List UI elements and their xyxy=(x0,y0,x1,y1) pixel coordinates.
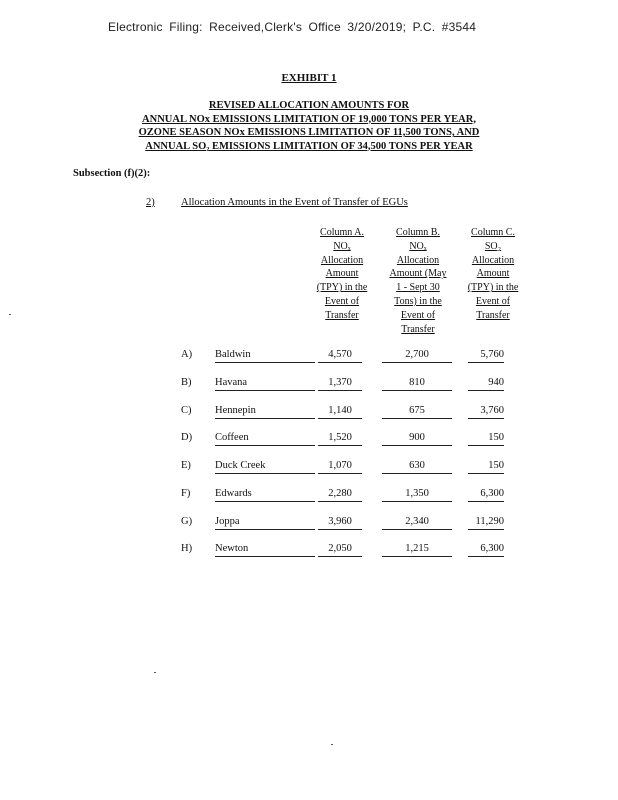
row-letter: G) xyxy=(181,516,193,527)
filing-stamp: Electronic Filing: Received,Clerk's Office 3/20/2019; P.C. #3544 xyxy=(108,20,477,34)
heading-line: ANNUAL NOx EMISSIONS LIMITATION OF 19,000 TONS PER YEAR, xyxy=(142,113,476,125)
column-b-line: Event of xyxy=(400,309,436,321)
column-b-value: 900 xyxy=(382,432,452,446)
plant-name: Edwards xyxy=(215,488,315,502)
column-a-line: (TPY) in the xyxy=(316,282,368,294)
row-letter: D) xyxy=(181,432,193,443)
table-row xyxy=(0,349,618,365)
scan-speck xyxy=(154,672,156,673)
column-b-line: Transfer xyxy=(401,323,435,335)
row-letter: B) xyxy=(181,377,192,388)
column-b-line: Column B. xyxy=(396,227,440,238)
column-a-value: 2,050 xyxy=(318,543,362,557)
scan-speck xyxy=(9,314,11,315)
row-letter: C) xyxy=(181,405,192,416)
column-c-line: Amount xyxy=(476,268,510,280)
column-c-line: SO₂ xyxy=(484,240,502,252)
column-a-value: 1,140 xyxy=(318,405,362,419)
column-b-value: 1,350 xyxy=(382,488,452,502)
column-b-value: 675 xyxy=(382,405,452,419)
subsection-label: Subsection (f)(2): xyxy=(73,168,151,179)
column-c-value: 6,300 xyxy=(468,543,504,557)
column-a-line: Allocation xyxy=(320,254,364,266)
column-c-value: 150 xyxy=(468,432,504,446)
column-a-line: NOₓ xyxy=(333,240,351,252)
column-c-value: 940 xyxy=(468,377,504,391)
column-b-value: 810 xyxy=(382,377,452,391)
column-c-value: 11,290 xyxy=(468,516,504,530)
item-title: Allocation Amounts in the Event of Transfer of EGUs xyxy=(181,197,408,208)
column-a-heading xyxy=(302,226,382,323)
column-b-line: Allocation xyxy=(396,254,440,266)
table-row xyxy=(0,543,618,559)
column-b-line: NOₓ xyxy=(409,240,427,252)
table-row xyxy=(0,488,618,504)
heading-line: REVISED ALLOCATION AMOUNTS FOR xyxy=(208,100,410,111)
column-c-value: 150 xyxy=(468,460,504,474)
plant-name: Newton xyxy=(215,543,315,557)
column-b-value: 630 xyxy=(382,460,452,474)
column-c-value: 6,300 xyxy=(468,488,504,502)
table-row xyxy=(0,516,618,532)
plant-name: Duck Creek xyxy=(215,460,315,474)
row-letter: A) xyxy=(181,349,193,360)
table-row xyxy=(0,405,618,421)
column-a-value: 4,570 xyxy=(318,349,362,363)
column-c-value: 5,760 xyxy=(468,349,504,363)
column-a-value: 2,280 xyxy=(318,488,362,502)
column-b-line: Tons) in the xyxy=(394,295,442,307)
column-b-value: 2,700 xyxy=(382,349,452,363)
column-b-line: 1 - Sept 30 xyxy=(396,282,440,294)
plant-name: Baldwin xyxy=(215,349,315,363)
table-row xyxy=(0,460,618,476)
column-a-value: 1,520 xyxy=(318,432,362,446)
row-letter: E) xyxy=(181,460,191,471)
column-c-line: Transfer xyxy=(476,309,510,321)
column-b-value: 1,215 xyxy=(382,543,452,557)
column-c-line: Event of xyxy=(475,295,511,307)
exhibit-label: EXHIBIT 1 xyxy=(281,72,337,84)
table-row xyxy=(0,432,618,448)
column-a-line: Column A. xyxy=(320,227,364,238)
scan-speck xyxy=(331,744,333,745)
column-a-line: Event of xyxy=(324,295,360,307)
column-a-line: Transfer xyxy=(325,309,359,321)
column-b-line: Amount (May xyxy=(389,268,447,280)
row-letter: F) xyxy=(181,488,191,499)
table-row xyxy=(0,377,618,393)
column-c-line: Column C. xyxy=(471,227,515,238)
plant-name: Coffeen xyxy=(215,432,315,446)
column-a-line: Amount xyxy=(325,268,359,280)
plant-name: Havana xyxy=(215,377,315,391)
column-c-value: 3,760 xyxy=(468,405,504,419)
column-c-line: Allocation xyxy=(471,254,515,266)
item-number: 2) xyxy=(146,197,155,208)
plant-name: Hennepin xyxy=(215,405,315,419)
row-letter: H) xyxy=(181,543,193,554)
column-b-heading xyxy=(378,226,458,336)
plant-name: Joppa xyxy=(215,516,315,530)
heading-line: OZONE SEASON NOx EMISSIONS LIMITATION OF 11,500 TONS, AND xyxy=(138,127,480,138)
column-c-heading xyxy=(453,226,533,323)
heading-line: ANNUAL SO₂ EMISSIONS LIMITATION OF 34,500 TONS PER YEAR xyxy=(145,140,473,152)
column-a-value: 3,960 xyxy=(318,516,362,530)
column-a-value: 1,370 xyxy=(318,377,362,391)
exhibit-heading xyxy=(80,99,538,153)
column-b-value: 2,340 xyxy=(382,516,452,530)
column-c-line: (TPY) in the xyxy=(467,282,519,294)
column-a-value: 1,070 xyxy=(318,460,362,474)
